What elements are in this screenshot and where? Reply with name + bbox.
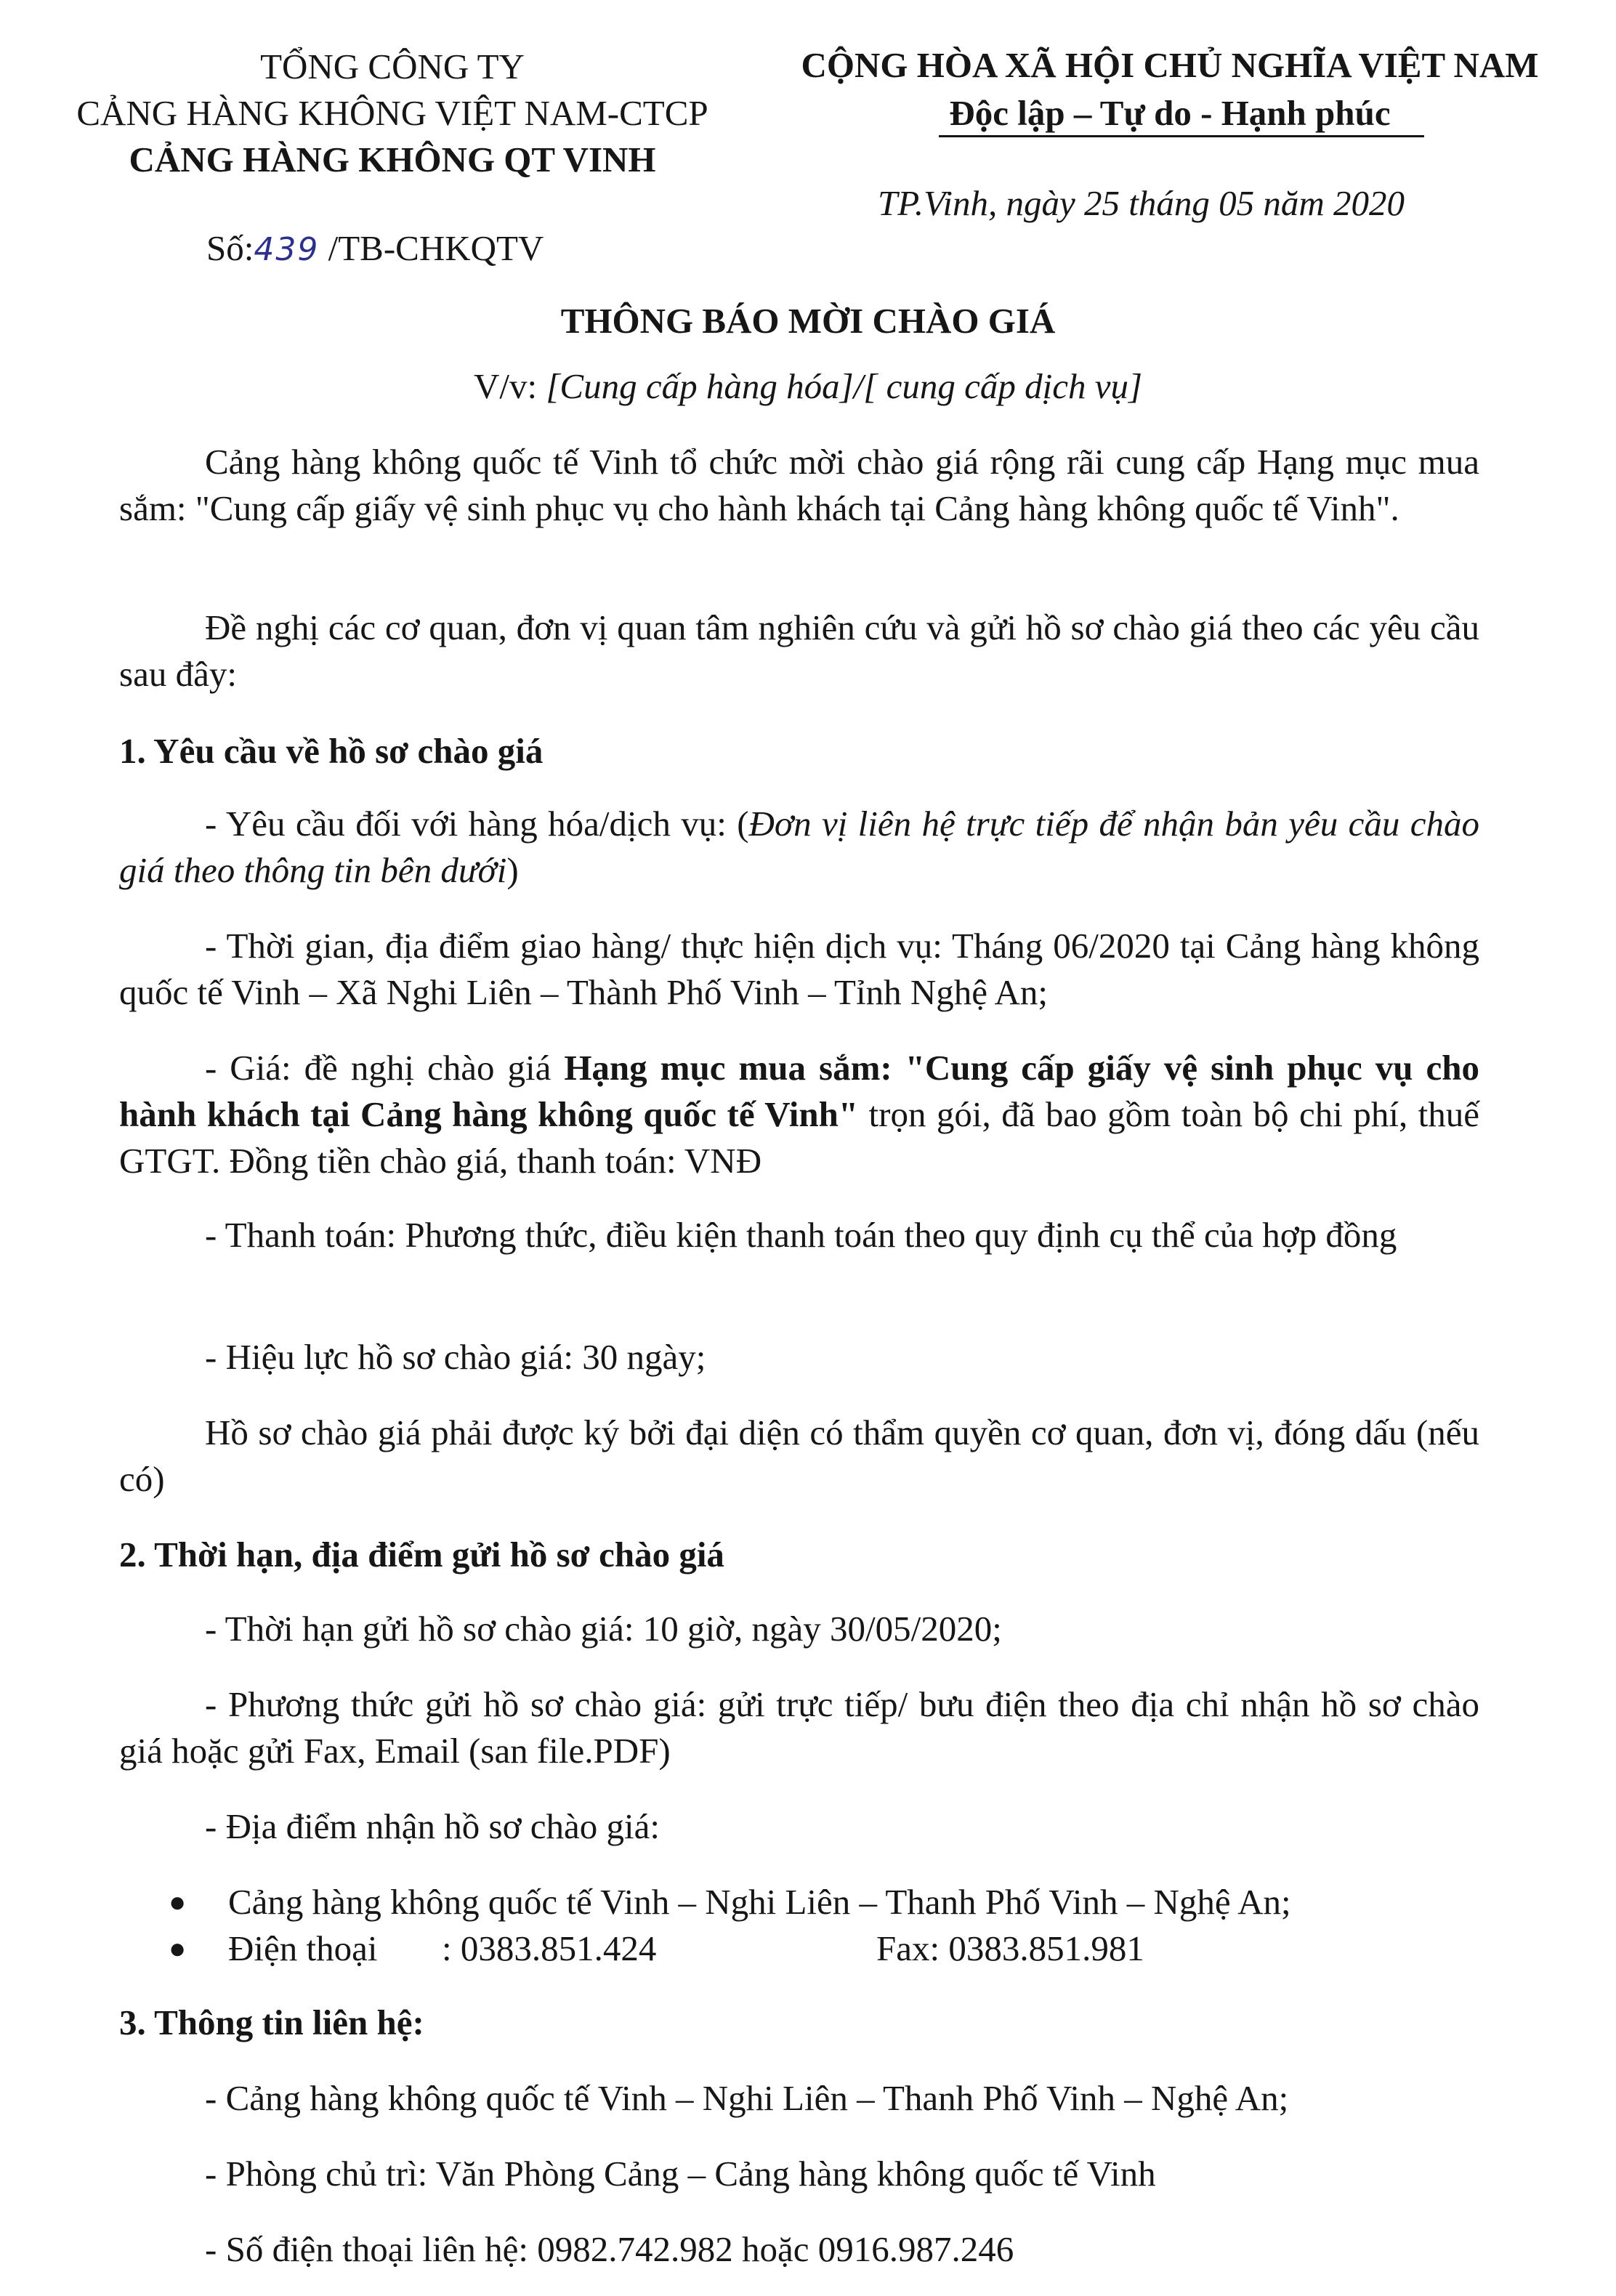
- section2-item-deadline: - Thời hạn gửi hồ sơ chào giá: 10 giờ, ngày 30/05/2020;: [205, 1609, 1002, 1649]
- subtitle-italic: [Cung cấp hàng hóa]/[ cung cấp dịch vụ]: [546, 366, 1143, 406]
- nation-title: CỘNG HÒA XÃ HỘI CHỦ NGHĨA VIỆT NAM: [801, 45, 1539, 85]
- section2-heading: 2. Thời hạn, địa điểm gửi hồ sơ chào giá: [119, 1535, 724, 1575]
- doc-number-prefix: Số:: [206, 228, 254, 268]
- section3-heading: 3. Thông tin liên hệ:: [119, 2002, 424, 2042]
- item-goods-suffix: ): [506, 850, 519, 890]
- section1-heading: 1. Yêu cầu về hồ sơ chào giá: [119, 731, 544, 771]
- subtitle-prefix: V/v:: [473, 366, 546, 406]
- item-goods-prefix: - Yêu cầu đối với hàng hóa/dịch vụ: (: [205, 804, 749, 844]
- fax-number: Fax: 0383.851.981: [876, 1928, 1144, 1968]
- org-corporation: CẢNG HÀNG KHÔNG VIỆT NAM-CTCP: [76, 93, 708, 133]
- doc-subtitle: [0, 363, 1616, 410]
- section1-item-signature: Hồ sơ chào giá phải được ký bởi đại diện có thẩm quyền cơ quan, đơn vị, đóng dấu (nếu có): [119, 1412, 1479, 1499]
- nation-motto: Độc lập – Tự do - Hạnh phúc: [949, 93, 1391, 133]
- phone-label: Điện thoại: [228, 1928, 378, 1968]
- section1-item-validity: - Hiệu lực hồ sơ chào giá: 30 ngày;: [205, 1337, 706, 1377]
- address-text: Cảng hàng không quốc tế Vinh – Nghi Liên – Thanh Phố Vinh – Nghệ An;: [228, 1882, 1291, 1922]
- section3-item-address: - Cảng hàng không quốc tế Vinh – Nghi Liên – Thanh Phố Vinh – Nghệ An;: [205, 2078, 1289, 2118]
- section2-item-method: - Phương thức gửi hồ sơ chào giá: gửi trực tiếp/ bưu điện theo địa chỉ nhận hồ sơ chào giá hoặc gửi Fax, Email (san file.PDF): [119, 1684, 1479, 1771]
- org-unit: CẢNG HÀNG KHÔNG QT VINH: [129, 140, 656, 179]
- item-goods-italic: Đơn vị liên hệ trực tiếp để nhận bản yêu cầu chào giá theo thông tin bên dưới: [119, 804, 1479, 890]
- item-price-suffix: trọn gói, đã bao gồm toàn bộ chi phí, thuế GTGT. Đồng tiền chào giá, thanh toán: VNĐ: [119, 1094, 1480, 1181]
- doc-number-handwritten: 439: [254, 231, 320, 268]
- doc-number: [206, 225, 544, 273]
- item-price-bold: Hạng mục mua sắm: "Cung cấp giấy vệ sinh phục vụ cho hành khách tại Cảng hàng không quốc tế Vinh": [119, 1048, 1479, 1134]
- request-paragraph: Đề nghị các cơ quan, đơn vị quan tâm nghiên cứu và gửi hồ sơ chào giá theo các yêu cầu sau đây:: [119, 607, 1479, 694]
- section1-item-price: [119, 1045, 1479, 1184]
- section1-item-delivery: - Thời gian, địa điểm giao hàng/ thực hiện dịch vụ: Tháng 06/2020 tại Cảng hàng không quốc tế Vinh – Xã Nghi Liên – Thành Phố Vinh – Tỉnh Nghệ An;: [119, 926, 1479, 1012]
- bullet-dot-icon: ●: [169, 1885, 187, 1918]
- section2-item-location: - Địa điểm nhận hồ sơ chào giá:: [205, 1806, 660, 1846]
- bullet-dot-icon: ●: [169, 1932, 187, 1965]
- location-bullet-address: [169, 1879, 1291, 1925]
- doc-title: THÔNG BÁO MỜI CHÀO GIÁ: [560, 301, 1056, 341]
- section3-item-phone: - Số điện thoại liên hệ: 0982.742.982 hoặc 0916.987.246: [205, 2229, 1014, 2269]
- section3-item-department: - Phòng chủ trì: Văn Phòng Cảng – Cảng hàng không quốc tế Vinh: [205, 2154, 1156, 2194]
- motto-underline: [939, 135, 1424, 137]
- doc-number-suffix: /TB-CHKQTV: [328, 228, 544, 268]
- phone-number: : 0383.851.424: [442, 1928, 657, 1968]
- section1-item-goods: [119, 801, 1479, 894]
- section1-item-payment: - Thanh toán: Phương thức, điều kiện thanh toán theo quy định cụ thể của hợp đồng: [205, 1215, 1397, 1255]
- org-parent: TỔNG CÔNG TY: [260, 47, 525, 86]
- date-line: TP.Vinh, ngày 25 tháng 05 năm 2020: [878, 183, 1405, 223]
- item-price-prefix: - Giá: đề nghị chào giá: [205, 1048, 565, 1088]
- intro-paragraph: Cảng hàng không quốc tế Vinh tổ chức mời chào giá rộng rãi cung cấp Hạng mục mua sắm: "Cung cấp giấy vệ sinh phục vụ cho hành khách tại Cảng hàng không quốc tế Vinh".: [119, 442, 1479, 528]
